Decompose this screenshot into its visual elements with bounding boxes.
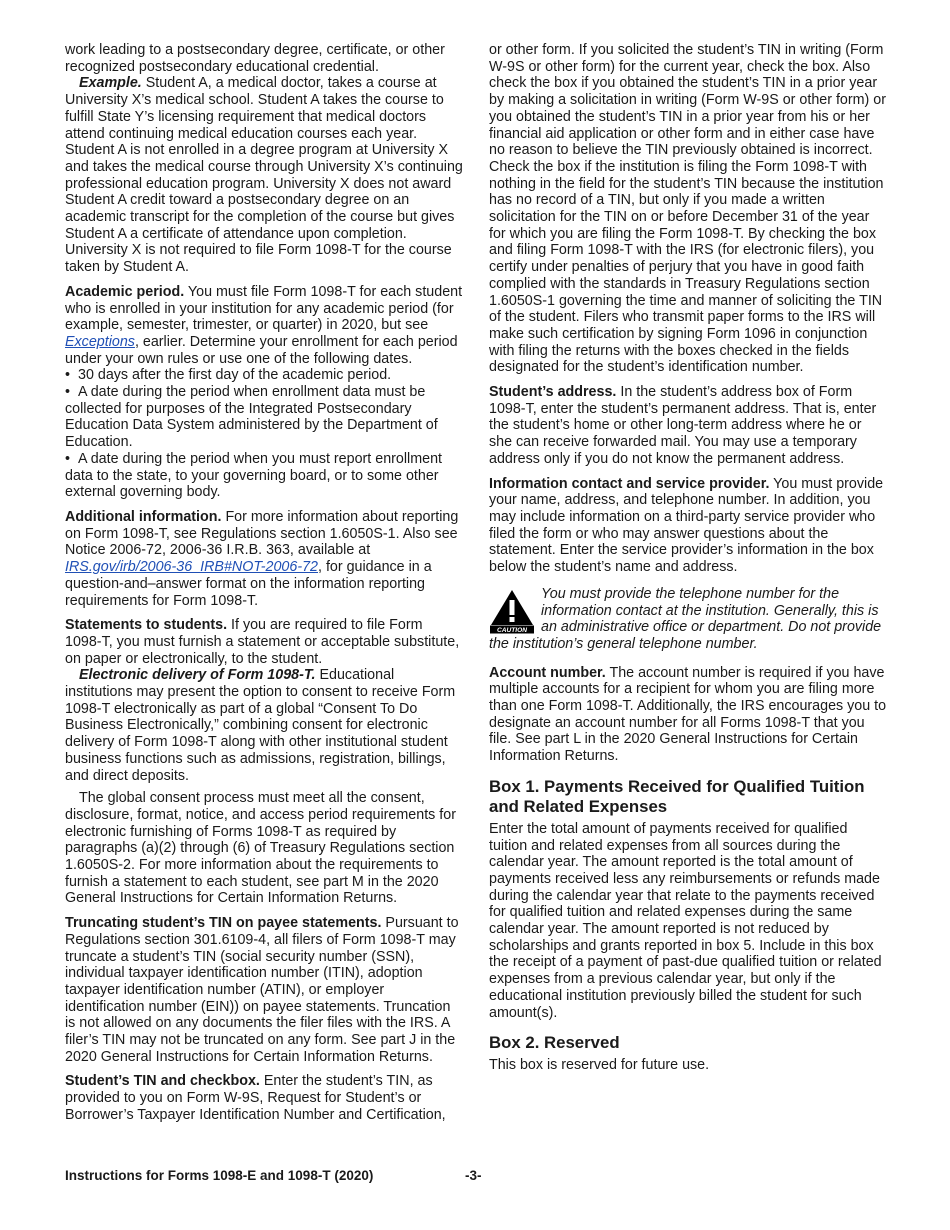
statements-label: Statements to students. [65,617,228,634]
additional-information-paragraph: Additional information. For more information about reporting on Form 1098-T, see Regulations section 1.6050S-1. Also see Notice 2006-72, 2006-36 I.R.B. 363, available at IRS.gov/irb/2006-36_IRB#NOT-2006-72, for guidance in a question-and–answer format on the information reporting requirements for Form 1098-T. [65,508,459,609]
bullet-item: • A date during the period when enrollment data must be collected for purposes of the Integrated Postsecondary Education Data System administered by the Department of Education. [65,384,438,451]
student-tin-paragraph: Student’s TIN and checkbox. Enter the student’s TIN, as provided to you on Form W-9S, Request for Student’s or Borrower’s Taxpayer Identification Number and Certification, [65,1073,446,1123]
information-contact-paragraph: Information contact and service provider. You must provide your name, address, and telephone number. In addition, you may include information on a third-party service provider who filed the form or who may answer questions about the statement. Enter the service provider’s information in the box below the student’s name and address. [489,475,884,576]
caution-text: You must provide the telephone number for the information contact at the institution. Generally, this is an administrative office or department. Do not provide the institution’s general telephone number. [489,585,882,652]
example-paragraph [65,75,463,275]
box1-paragraph: Enter the total amount of payments received for qualified tuition and related expenses from all sources during the calendar year. The amount reported is the total amount of payments received less any reimbursements or refunds made during the calendar year that relate to the payments received for qualified tuition and related expenses during the same calendar year. The amount reported is not reduced by scholarships and grants reported in box 5. Include in this box the receipt of a payment of past-due qualified tuition or related expenses from a previous calendar year, but only if the educational institution previously billed the student for such amount(s). [489,820,882,1021]
example-text: Student A, a medical doctor, takes a course at University X’s medical school. Student A takes the course to fulfill State Y’s licensing requirement that medical doctors attend continuing medical education courses each year. Student A is not enrolled in a degree program at University X and takes the medical course through University X’s continuing professional education program. University X does not award Student A credit toward a postsecondary degree on an academic transcript for the completion of the course but gives Student A a certificate of attendance upon completion. University X is not required to file Form 1098-T for the course taken by Student A. [65,75,463,276]
bullet-item: • A date during the period when you must report enrollment data to the state, to your governing board, or to some other external governing body. [65,450,442,501]
account-number-label: Account number. [489,664,606,681]
global-consent-paragraph: The global consent process must meet all the consent, disclosure, format, notice, and access period requirements for electronic furnishing of Forms 1098-T as required by paragraphs (a)(2) through (6) of Treasury Regulations section 1.6050S-2. For more information about the requirements to furnish a statement to each student, see part M in the 2020 General Instructions for Certain Information Returns. [65,790,456,907]
caution-word: CAUTION [496,626,528,634]
left-column [65,42,463,1124]
statements-paragraph: Statements to students. If you are required to file Form 1098-T, you must furnish a statement or acceptable substitute, on paper or electronically, to the student. [65,617,460,667]
example-label: Example. [79,75,142,92]
student-address-label: Student’s address. [489,384,617,401]
academic-period-paragraph: Academic period. You must file Form 1098-T for each student who is enrolled in your institution for any academic period (for example, semester, trimester, or quarter) in 2020, but see Exceptions, earlier. Determine your enrollment for each period under your own rules or use one of the following dates. [65,283,463,367]
truncating-tin-label: Truncating student’s TIN on payee statements. [65,915,382,932]
truncating-tin-paragraph: Truncating student’s TIN on payee statements. Pursuant to Regulations section 301.6109-4, all filers of Form 1098-T may truncate a student’s TIN (social security number (SSN), individual taxpayer identification number (ITIN), adoption taxpayer identification number (ATIN), or employer identification number (EIN)) on payee statements. Truncation is not allowed on any documents the filer files with the IRS. A filer’s TIN may not be truncated on any form. See part J in the 2020 General Instructions for Certain Information Returns. [65,915,459,1065]
electronic-delivery-label: Electronic delivery of Form 1098-T. [79,667,316,684]
box2-paragraph: This box is reserved for future use. [489,1057,710,1074]
information-contact-label: Information contact and service provider. [489,475,770,492]
irs-notice-link[interactable]: IRS.gov/irb/2006-36_IRB#NOT-2006-72 [65,559,318,576]
additional-information-label: Additional information. [65,508,222,525]
bullet-item: • 30 days after the first day of the academic period. [65,367,392,384]
box2-heading: Box 2. Reserved [489,1033,620,1053]
tin-continued-paragraph: or other form. If you solicited the student’s TIN in writing (Form W-9S or other form) for the current year, check the box. Also check the box if you obtained the student’s TIN in a prior year by making a solicitation in writing (Form W-9S or other form) or you obtained the student’s TIN in a prior year from his or her financial aid application or other form and in either case have no reason to believe the TIN previously obtained is incorrect. Check the box if the institution is filing the Form 1098-T with nothing in the field for the student’s TIN because the institution has no record of a TIN, but only if you made a written solicitation for the TIN on or before December 31 of the year for which you are filing the Form 1098-T. By checking the box and filing Form 1098-T with the IRS (for electronic filers), you certify under penalties of perjury that you have in good faith complied with the standards in Treasury Regulations section 1.6050S-1 governing the time and manner of soliciting the TIN of the student. Filers who transmit paper forms to the IRS will make such certification by signing Form 1096 in conjunction with filing the returns with the boxes checked in the fields designated for the student’s identification number. [489,42,886,376]
caution-icon [489,588,535,634]
account-number-paragraph: Account number. The account number is required if you have multiple accounts for a recipient for whom you are filing more than one Form 1098-T. Additionally, the IRS encourages you to designate an account number for all Forms 1098-T that you file. See part L in the 2020 General Instructions for Certain Information Returns. [489,664,887,765]
footer-title: Instructions for Forms 1098-E and 1098-T (2020) [65,1168,374,1183]
student-tin-label: Student’s TIN and checkbox. [65,1073,260,1090]
exceptions-link[interactable]: Exceptions [65,333,135,350]
academic-period-label: Academic period. [65,283,185,300]
right-column [489,42,887,1082]
caution-note [489,586,887,653]
student-address-paragraph: Student’s address. In the student’s address box of Form 1098-T, enter the student’s permanent address. That is, enter the student’s home or other long-term address where he or she can receive forwarded mail. You may use a temporary address only if you do not know the permanent address. [489,384,877,467]
electronic-delivery-paragraph: Electronic delivery of Form 1098-T. Educational institutions may present the option to consent to receive Form 1098-T electronically as part of a global “Consent To Do Business Electronically,” combining consent for electronic delivery of Form 1098-T along with other institutional student business functions such as admissions, registration, billings, and direct deposits. [65,667,456,784]
paragraph-continued: work leading to a postsecondary degree, certificate, or other recognized postsecondary educational credential. [65,42,445,75]
box1-heading: Box 1. Payments Received for Qualified Tuition and Related Expenses [489,776,865,816]
page-number: -3- [465,1168,482,1183]
